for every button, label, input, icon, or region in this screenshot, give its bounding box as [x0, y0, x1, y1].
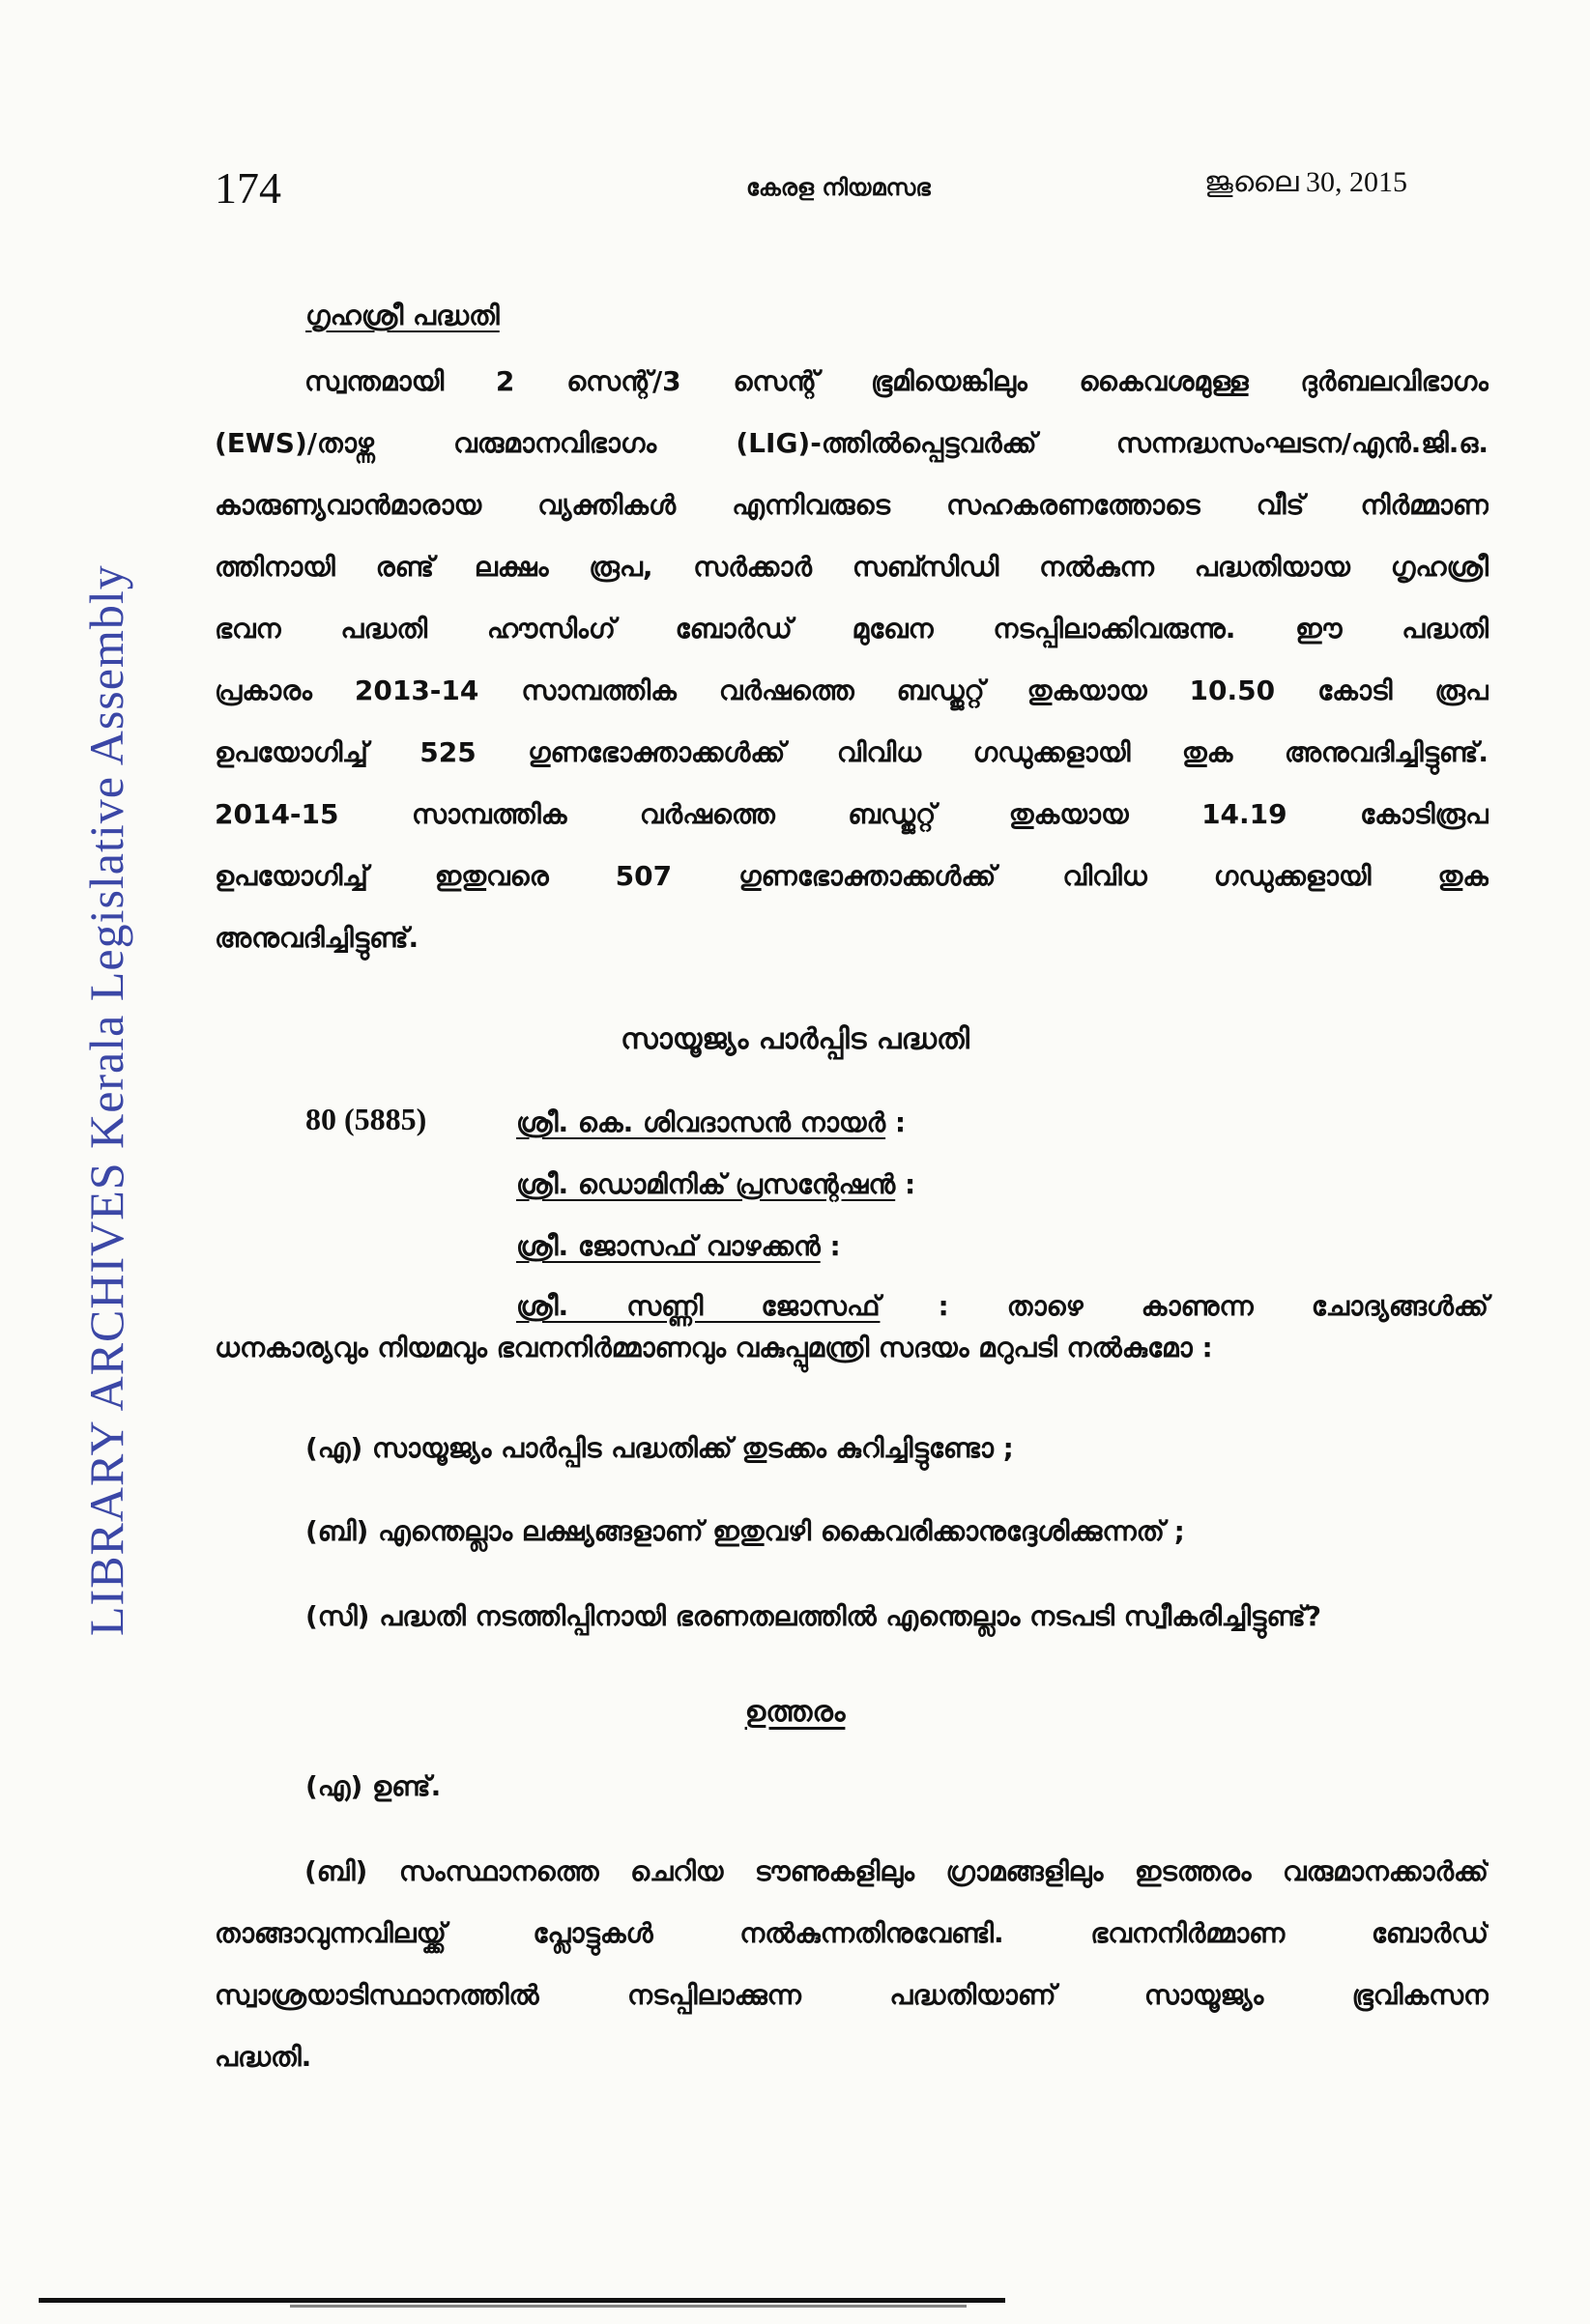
body-line: ഉപയോഗിച്ച് ഇതുവരെ 507 ഗുണഭോക്താക്കൾക്ക് വിവിധ ഗഡുക്കളായി തുക — [215, 860, 1489, 892]
section-body-grihasree — [215, 351, 1489, 969]
answer-item — [215, 1841, 1489, 2088]
answer-heading — [0, 1695, 1590, 1729]
body-line: കാരുണ്യവാൻമാരായ വ്യക്തികൾ എന്നിവരുടെ സഹകരണത്തോടെ വീട് നിർമ്മാണ — [215, 489, 1489, 521]
member-name-text: ശ്രീ. ജോസഫ് വാഴക്കൻ — [516, 1230, 821, 1262]
member-name — [516, 1230, 841, 1263]
body-line: ഉപയോഗിച്ച് 525 ഗുണഭോക്താക്കൾക്ക് വിവിധ ഗഡുക്കളായി തുക അനുവദിച്ചിട്ടുണ്ട്. — [215, 736, 1489, 768]
body-line: സ്വന്തമായി 2 സെന്റ്/3 സെന്റ് ഭൂമിയെങ്കിലും കൈവശമുള്ള ദുർബലവിഭാഗം — [304, 365, 1489, 397]
body-line: ഭവന പദ്ധതി ഹൗസിംഗ് ബോർഡ് മുഖേന നടപ്പിലാക്കിവരുന്നു. ഈ പദ്ധതി — [215, 613, 1489, 645]
question-item: (സി) പദ്ധതി നടത്തിപ്പിനായി ഭരണതലത്തിൽ എന്തെല്ലാം നടപടി സ്വീകരിച്ചിട്ടുണ്ട്? — [305, 1600, 1322, 1632]
section-heading-sayoojyam: സായൂജ്യം പാർപ്പിട പദ്ധതി — [621, 1022, 969, 1056]
body-line: (EWS)/താഴ്ന്ന വരുമാനവിഭാഗം (LIG)-ത്തിൽപ്പെട്ടവർക്ക് സന്നദ്ധസംഘടന/എൻ.ജി.ഒ. — [215, 427, 1489, 459]
body-line: സ്വാശ്രയാടിസ്ഥാനത്തിൽ നടപ്പിലാക്കുന്ന പദ്ധതിയാണ് സായൂജ്യം ഭൂവികസന — [215, 1979, 1489, 2011]
page-number: 174 — [215, 163, 281, 213]
body-line: 2014-15 സാമ്പത്തിക വർഷത്തെ ബഡ്ജറ്റ് തുകയായ 14.19 കോടിരൂപ — [215, 798, 1489, 830]
page-date: ജൂലൈ 30, 2015 — [1204, 166, 1407, 198]
question-item: (ബി) എന്തെല്ലാം ലക്ഷ്യങ്ങളാണ് ഇതുവഴി കൈവരിക്കാനുദ്ദേശിക്കുന്നത് ; — [305, 1515, 1185, 1547]
member-colon: : — [904, 1168, 916, 1200]
member-name — [516, 1106, 906, 1139]
bottom-rule — [39, 2298, 1005, 2303]
body-line: അനുവദിച്ചിട്ടുണ്ട്. — [215, 922, 419, 954]
bottom-rule-shadow — [290, 2305, 967, 2308]
question-intro: : താഴെ കാണുന്ന ചോദ്യങ്ങൾക്ക് — [938, 1290, 1489, 1322]
member-colon: : — [894, 1106, 907, 1138]
section-heading-grihasree: ഗൃഹശ്രീ പദ്ധതി — [305, 300, 500, 331]
answer-heading-text: ഉത്തരം — [744, 1695, 846, 1729]
member-colon: : — [829, 1230, 841, 1262]
question-item: (എ) സായൂജ്യം പാർപ്പിട പദ്ധതിക്ക് തുടക്കം കുറിച്ചിട്ടുണ്ടോ ; — [305, 1432, 1014, 1464]
archive-watermark: LIBRARY ARCHIVES Kerala Legislative Assembly — [79, 564, 133, 1636]
body-line: പ്രകാരം 2013-14 സാമ്പത്തിക വർഷത്തെ ബഡ്ജറ്റ് തുകയായ 10.50 കോടി രൂപ — [215, 674, 1489, 706]
body-line: (ബി) സംസ്ഥാനത്തെ ചെറിയ ടൗണുകളിലും ഗ്രാമങ്ങളിലും ഇടത്തരം വരുമാനക്കാർക്ക് — [304, 1855, 1489, 1887]
member-name-text: ശ്രീ. ഡൊമിനിക് പ്രസന്റേഷൻ — [516, 1168, 896, 1200]
question-number: 80 (5885) — [305, 1102, 427, 1136]
answer-item: (എ) ഉണ്ട്. — [305, 1770, 442, 1802]
member-name — [516, 1290, 1489, 1323]
member-name-text: ശ്രീ. സണ്ണി ജോസഫ് — [516, 1290, 881, 1322]
running-title: കേരള നിയമസഭ — [746, 174, 931, 201]
member-name — [516, 1168, 915, 1201]
body-line: താങ്ങാവുന്നവിലയ്ക്ക് പ്ലോട്ടുകൾ നൽകുന്നതിനുവേണ്ടി. ഭവനനിർമ്മാണ ബോർഡ് — [215, 1917, 1489, 1949]
body-line: ത്തിനായി രണ്ട് ലക്ഷം രൂപ, സർക്കാർ സബ്സിഡി നൽകുന്ന പദ്ധതിയായ ഗൃഹശ്രീ — [215, 551, 1489, 583]
question-intro-continued: ധനകാര്യവും നിയമവും ഭവനനിർമ്മാണവും വകുപ്പുമന്ത്രി സദയം മറുപടി നൽകുമോ : — [215, 1332, 1213, 1363]
body-line: പദ്ധതി. — [215, 2041, 312, 2073]
member-name-text: ശ്രീ. കെ. ശിവദാസൻ നായർ — [516, 1106, 886, 1138]
